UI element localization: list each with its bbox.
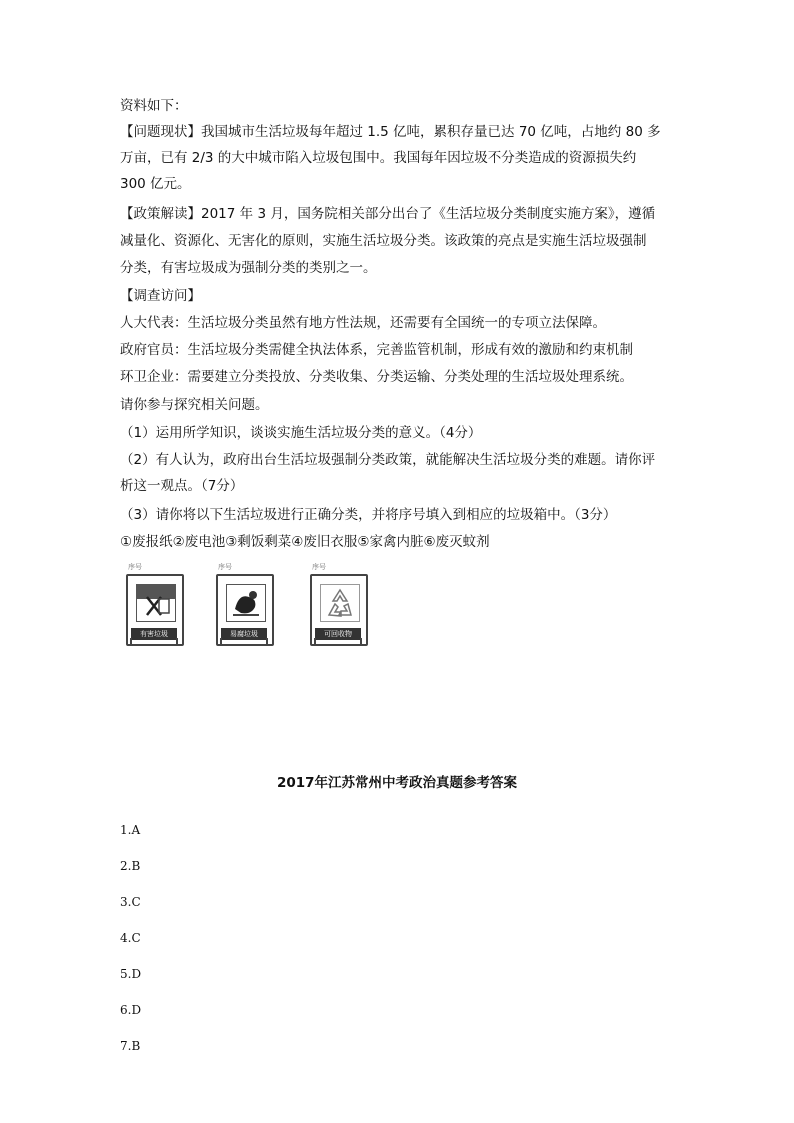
- bin-label: 可回收物: [315, 628, 361, 640]
- paragraph-line: 【政策解读】2017 年 3 月，国务院相关部分出台了《生活垃圾分类制度实施方案》，遵循: [120, 206, 656, 222]
- answer-item: 7.B: [120, 1039, 141, 1053]
- bin-label: 有害垃圾: [131, 628, 177, 640]
- bin-tag: 序号: [128, 563, 142, 571]
- answer-item: 5.D: [120, 967, 142, 981]
- paragraph-line: 减量化、资源化、无害化的原则，实施生活垃圾分类。该政策的亮点是实施生活垃圾强制: [120, 233, 647, 249]
- answer-item: 1.A: [120, 823, 141, 837]
- paragraph-line: 环卫企业：需要建立分类投放、分类收集、分类运输、分类处理的生活垃圾处理系统。: [120, 369, 633, 385]
- perishable-bin: [214, 562, 274, 646]
- question-line: （2）有人认为，政府出台生活垃圾强制分类政策，就能解决生活垃圾分类的难题。请你评: [120, 452, 656, 468]
- hazardous-bin: [124, 562, 184, 646]
- paragraph-line: 万亩，已有 2/3 的大中城市陷入垃圾包围中。我国每年因垃圾不分类造成的资源损失约: [120, 150, 637, 166]
- intro-line: 资料如下：: [120, 98, 188, 114]
- trash-bins-figure: [124, 562, 364, 652]
- bin-body: [310, 574, 368, 646]
- answer-item: 3.C: [120, 895, 141, 909]
- paragraph-line: 政府官员：生活垃圾分类需健全执法体系，完善监管机制，形成有效的激励和约束机制: [120, 342, 633, 358]
- answer-item: 2.B: [120, 859, 141, 873]
- question-line: （3）请你将以下生活垃圾进行正确分类，并将序号填入到相应的垃圾箱中。（3分）: [120, 507, 617, 523]
- answers-title: 2017年江苏常州中考政治真题参考答案: [276, 775, 518, 791]
- question-line: （1）运用所学知识，谈谈实施生活垃圾分类的意义。（4分）: [120, 425, 482, 441]
- section-heading: 【调查访问】: [120, 288, 201, 304]
- answer-item: 6.D: [120, 1003, 142, 1017]
- paragraph-line: 请你参与探究相关问题。: [120, 397, 269, 413]
- food-waste-icon: [226, 584, 266, 622]
- paragraph-line: 分类，有害垃圾成为强制分类的类别之一。: [120, 260, 377, 276]
- paragraph-line: 300 亿元。: [120, 176, 191, 192]
- question-line: 析这一观点。（7分）: [120, 478, 244, 494]
- recyclable-bin: [308, 562, 368, 646]
- bin-tag: 序号: [218, 563, 232, 571]
- bin-tag: 序号: [312, 563, 326, 571]
- bin-body: [216, 574, 274, 646]
- paragraph-line: 【问题现状】我国城市生活垃圾每年超过 1.5 亿吨，累积存量已达 70 亿吨，占地约 80 多: [120, 124, 661, 140]
- hazard-icon: [136, 584, 176, 622]
- answer-item: 4.C: [120, 931, 141, 945]
- bin-label: 易腐垃圾: [221, 628, 267, 640]
- bin-body: [126, 574, 184, 646]
- recycle-icon: [320, 584, 360, 622]
- items-list: ①废报纸②废电池③剩饭剩菜④废旧衣服⑤家禽内脏⑥废灭蚊剂: [120, 534, 490, 550]
- paragraph-line: 人大代表：生活垃圾分类虽然有地方性法规，还需要有全国统一的专项立法保障。: [120, 315, 606, 331]
